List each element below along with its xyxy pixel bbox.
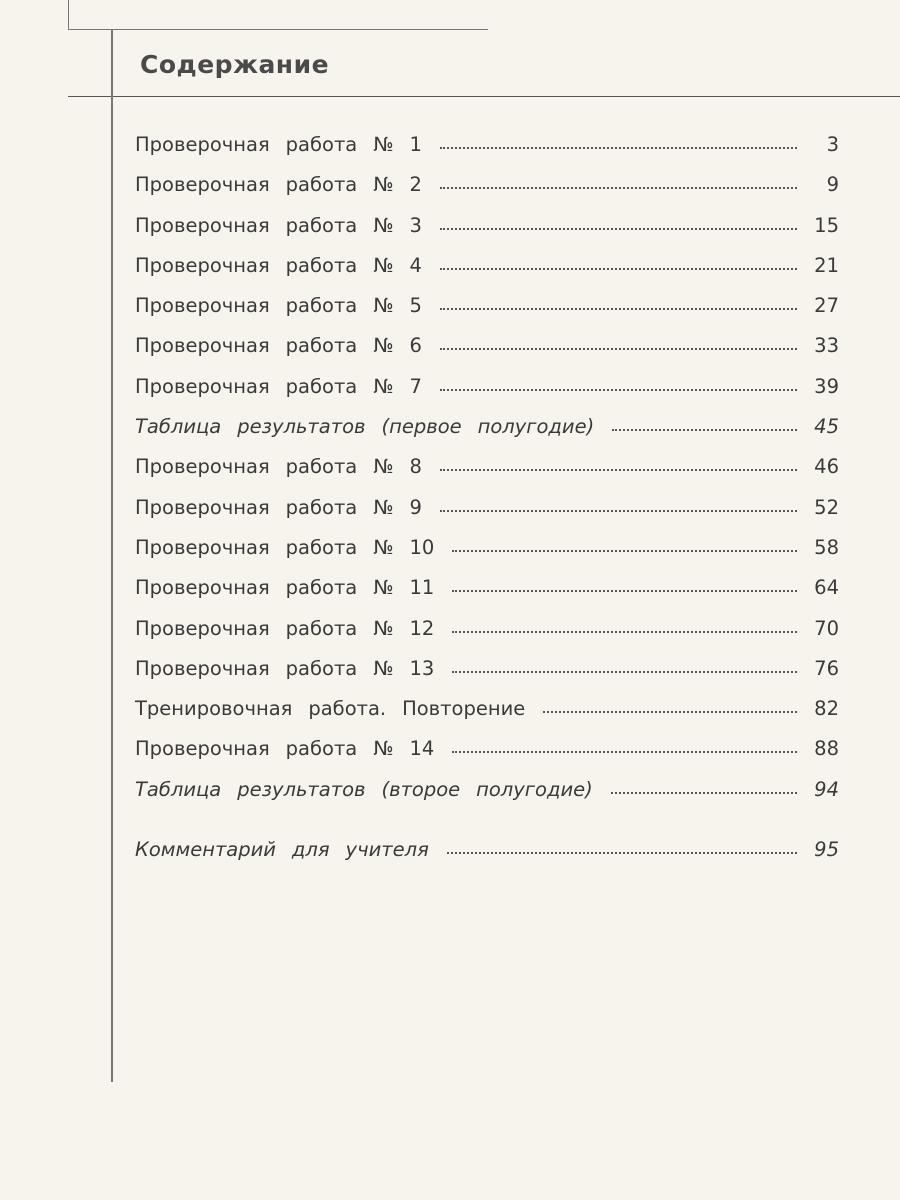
header-rule (68, 96, 900, 97)
toc-entry-label: Проверочная работа № 9 (135, 495, 422, 519)
toc-entry (135, 576, 839, 616)
toc-entry (135, 334, 839, 374)
toc-entry-label: Таблица результатов (первое полугодие) (135, 415, 595, 439)
leader-dots (440, 186, 797, 189)
toc-entry (135, 173, 839, 213)
toc-entry-label: Проверочная работа № 3 (135, 213, 422, 237)
toc-entry-page: 70 (814, 616, 839, 640)
toc-entry-label: Проверочная работа № 8 (135, 455, 422, 479)
toc-entry-page: 33 (814, 334, 839, 358)
toc-entry (135, 214, 839, 254)
leader-dots (452, 630, 797, 633)
toc-entry-results-table (135, 778, 839, 818)
toc-entry-label: Комментарий для учителя (135, 838, 429, 862)
toc-entry-page: 46 (814, 455, 839, 479)
toc-entry (135, 375, 839, 415)
toc-entry (135, 617, 839, 657)
toc-entry-label: Проверочная работа № 2 (135, 173, 422, 197)
toc-entry-page: 15 (814, 213, 839, 237)
toc-entry-page: 27 (814, 294, 839, 318)
leader-dots (611, 791, 797, 794)
toc-entry-page: 88 (814, 737, 839, 761)
leader-dots (543, 710, 797, 713)
toc-entry-page: 39 (814, 374, 839, 398)
leader-dots (612, 428, 797, 431)
toc-entry-page: 3 (826, 133, 839, 156)
toc-entry-page: 52 (814, 495, 839, 519)
leader-dots (440, 307, 797, 310)
toc-entry-label: Проверочная работа № 14 (135, 737, 435, 761)
toc-entry-label: Проверочная работа № 7 (135, 374, 422, 398)
frame-corner (68, 0, 488, 30)
toc-entry-label: Проверочная работа № 12 (135, 616, 435, 640)
toc-entry (135, 455, 839, 495)
toc-entry (135, 737, 839, 777)
toc-entry-label: Проверочная работа № 1 (135, 133, 422, 156)
toc-entry-label: Проверочная работа № 4 (135, 253, 422, 277)
leader-dots (452, 589, 797, 592)
leader-dots (440, 347, 797, 350)
toc-entry (135, 657, 839, 697)
toc-entry-label: Проверочная работа № 11 (135, 576, 435, 600)
leader-dots (452, 670, 797, 673)
leader-dots (440, 468, 797, 471)
toc-entry-page: 21 (814, 253, 839, 277)
toc-entry-page: 9 (826, 173, 839, 197)
toc-entry (135, 496, 839, 536)
leader-dots (440, 227, 797, 230)
toc-entry-page: 64 (814, 576, 839, 600)
toc-entry-page: 95 (814, 838, 839, 862)
toc-entry (135, 697, 839, 737)
margin-rule (111, 30, 113, 1082)
toc-entry-page: 45 (814, 415, 839, 439)
leader-dots (452, 549, 797, 552)
leader-dots (440, 146, 797, 149)
toc-entry (135, 133, 839, 173)
toc-entry-label: Таблица результатов (второе полугодие) (135, 777, 593, 801)
leader-dots (440, 388, 797, 391)
leader-dots (452, 750, 797, 753)
leader-dots (440, 267, 797, 270)
toc-entry (135, 294, 839, 334)
leader-dots (440, 509, 797, 512)
leader-dots (447, 851, 797, 854)
toc-entry-teacher-comment (135, 838, 839, 878)
page-title: Содержание (140, 50, 330, 79)
toc-entry-page: 94 (814, 777, 839, 801)
toc-entry-page: 58 (814, 535, 839, 559)
toc-entry-label: Проверочная работа № 13 (135, 656, 435, 680)
toc-entry-results-table (135, 415, 839, 455)
toc-entry-label: Проверочная работа № 10 (135, 535, 435, 559)
toc-entry (135, 254, 839, 294)
toc-entry-label: Тренировочная работа. Повторение (135, 697, 526, 721)
toc-entry-label: Проверочная работа № 5 (135, 294, 422, 318)
toc-entry-page: 82 (814, 697, 839, 721)
toc-entry-label: Проверочная работа № 6 (135, 334, 422, 358)
toc-entry-page: 76 (814, 656, 839, 680)
table-of-contents (135, 133, 839, 878)
toc-entry (135, 536, 839, 576)
